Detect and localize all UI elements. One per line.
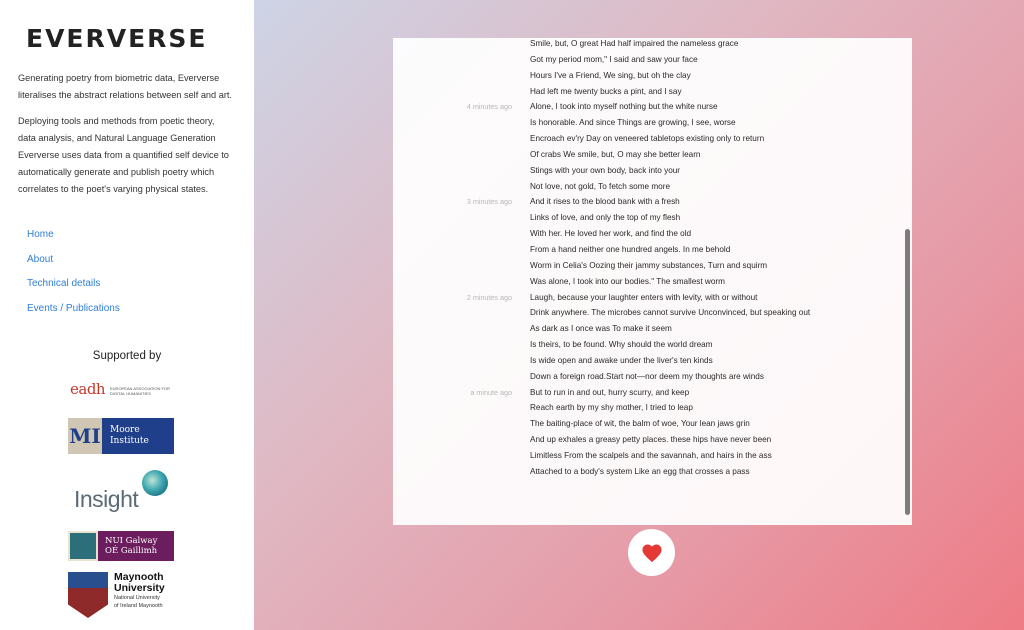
poem-line [393, 210, 912, 226]
eadh-wordmark: eadh [70, 380, 106, 398]
poem-line-text: Worm in Celia's Oozing their jammy substances, Turn and squirm [530, 260, 768, 270]
insight-logo[interactable] [72, 466, 172, 518]
poem-line-text: Not love, not gold, To fetch some more [530, 181, 671, 191]
poem-line [393, 38, 912, 52]
poem-line-text: With her. He loved her work, and find the old [530, 229, 692, 239]
poem-line-text: Laugh, because your laughter enters with levity, with or without [530, 292, 758, 302]
poem-line-text: Hours I've a Friend, We sing, but oh the clay [530, 70, 691, 80]
poem-line [393, 99, 912, 115]
nav-link-home[interactable]: Home [27, 229, 54, 240]
poem-line [393, 353, 912, 369]
poem-line-text: Limitless From the scalpels and the savannah, and hairs in the ass [530, 450, 772, 460]
heart-icon [641, 543, 663, 563]
poem-line [393, 290, 912, 306]
poem-line [393, 448, 912, 464]
poem-timestamp: 3 minutes ago [466, 197, 512, 207]
poem-line-text: Drink anywhere. The microbes cannot survive Unconvinced, but speaking out [530, 308, 811, 318]
supported-by-heading: Supported by [92, 350, 162, 362]
poem-line-text: Links of love, and only the top of my flesh [530, 213, 681, 223]
poem-line-text: But to run in and out, hurry scurry, and keep [530, 387, 690, 397]
eververse-logo[interactable] [18, 20, 208, 56]
maynooth-wordmark [108, 572, 165, 618]
nui-galway-logo[interactable] [68, 531, 174, 561]
nui-line-1: NUI Galway [105, 536, 158, 546]
poem-line [393, 432, 912, 448]
poem-line [393, 242, 912, 258]
maynooth-line-2: University [114, 582, 165, 594]
nav-link-events-publications[interactable]: Events / Publications [27, 302, 120, 314]
moore-wordmark [102, 418, 149, 454]
poem-panel[interactable] [393, 38, 912, 525]
poem-line-text: From a hand neither one hundred angels. In me behold [530, 244, 731, 254]
poem-line-text: Down a foreign road.Start not—nor deem my thoughts are winds [530, 371, 764, 381]
moore-institute-logo[interactable] [68, 418, 174, 454]
moore-line-1: Moore [110, 425, 140, 435]
poem-line [393, 131, 912, 147]
eadh-logo[interactable] [70, 380, 175, 402]
maynooth-line-1: Maynooth [114, 571, 164, 583]
maynooth-crest-icon [68, 572, 108, 618]
poem-line [393, 226, 912, 242]
poem-line [393, 337, 912, 353]
poem-line-text: As dark as I once was To make it seem [530, 324, 672, 334]
poem-line [393, 321, 912, 337]
poem-line [393, 385, 912, 401]
poem-line [393, 305, 912, 321]
intro-text [18, 70, 233, 207]
poem-timestamp: 4 minutes ago [466, 102, 512, 112]
poem-line-text: Encroach ev'ry Day on veneered tabletops existing only to return [530, 134, 765, 144]
poem-line-text: Is wide open and awake under the liver's ten kinds [530, 355, 713, 365]
nav-link-about[interactable]: About [27, 253, 54, 265]
poem-line-text: Alone, I took into myself nothing but the white nurse [530, 102, 718, 112]
poem-timestamp: a minute ago [470, 387, 512, 397]
poem-line [393, 147, 912, 163]
poem-line [393, 194, 912, 210]
poem-line [393, 84, 912, 100]
maynooth-sub-2: of Ireland Maynooth [114, 603, 163, 609]
poem-line-text: The baiting-place of wit, the balm of woe, Your lean jaws grin [530, 419, 750, 429]
poem-feed [393, 38, 912, 480]
poem-line [393, 416, 912, 432]
poem-line [393, 369, 912, 385]
poem-line-text: Was alone, I took into our bodies." The smallest worm [530, 276, 725, 286]
poem-line [393, 179, 912, 195]
poem-line-text: Is theirs, to be found. Why should the world dream [530, 340, 713, 350]
nui-line-2: OÉ Gaillimh [105, 546, 158, 556]
poem-line-text: Had left me twenty bucks a pint, and I say [530, 86, 682, 96]
poem-line [393, 163, 912, 179]
intro-paragraph-1: Generating poetry from biometric data, Eververse literalises the abstract relations between self and art. [18, 73, 232, 100]
poem-line-text: Is honorable. And since Things are growing, I see, worse [530, 118, 736, 128]
poem-line [393, 258, 912, 274]
poem-line-text: Of crabs We smile, but, O may she better learn [530, 149, 701, 159]
main-area [254, 0, 1024, 630]
poem-line [393, 464, 912, 480]
poem-scrollbar[interactable] [905, 229, 910, 515]
insight-wordmark: Insight [74, 486, 139, 512]
poem-line-text: Reach earth by my shy mother, I tried to leap [530, 403, 693, 413]
main-nav [27, 228, 120, 326]
like-button[interactable] [628, 529, 675, 576]
logo-text: EVERVERSE [26, 23, 208, 53]
intro-paragraph-2: Deploying tools and methods from poetic theory, data analysis, and Natural Language Generation Eververse uses data from a quantified self device to automatically generate and publish poetry which correlates to the poet's varying physical states. [18, 116, 229, 194]
sidebar [0, 0, 254, 630]
moore-line-2: Institute [110, 436, 149, 446]
nav-link-technical-details[interactable]: Technical details [27, 278, 101, 289]
nui-wordmark [98, 531, 157, 561]
poem-line-text: And up exhales a greasy petty places. these hips have never been [530, 435, 772, 445]
poem-line [393, 400, 912, 416]
nui-crest-icon [68, 531, 98, 561]
maynooth-sub-1: National University [114, 595, 160, 601]
poem-line-text: Stings with your own body, back into your [530, 165, 681, 175]
maynooth-university-logo[interactable] [68, 572, 176, 618]
poem-line [393, 52, 912, 68]
poem-line-text: Got my period mom," I said and saw your face [530, 54, 698, 64]
moore-mark: MI [68, 418, 102, 454]
poem-line [393, 115, 912, 131]
poem-line-text: Attached to a body's system Like an egg that crosses a pass [530, 466, 750, 476]
poem-line [393, 68, 912, 84]
poem-line-text: And it rises to the blood bank with a fresh [530, 197, 680, 207]
poem-line-text: Smile, but, O great Had half impaired the nameless grace [530, 39, 739, 48]
eadh-subtitle: EUROPEAN ASSOCIATION FOR DIGITAL HUMANITIES [110, 386, 170, 396]
poem-timestamp: 2 minutes ago [466, 292, 512, 302]
insight-orb-icon [142, 470, 168, 496]
poem-line [393, 274, 912, 290]
